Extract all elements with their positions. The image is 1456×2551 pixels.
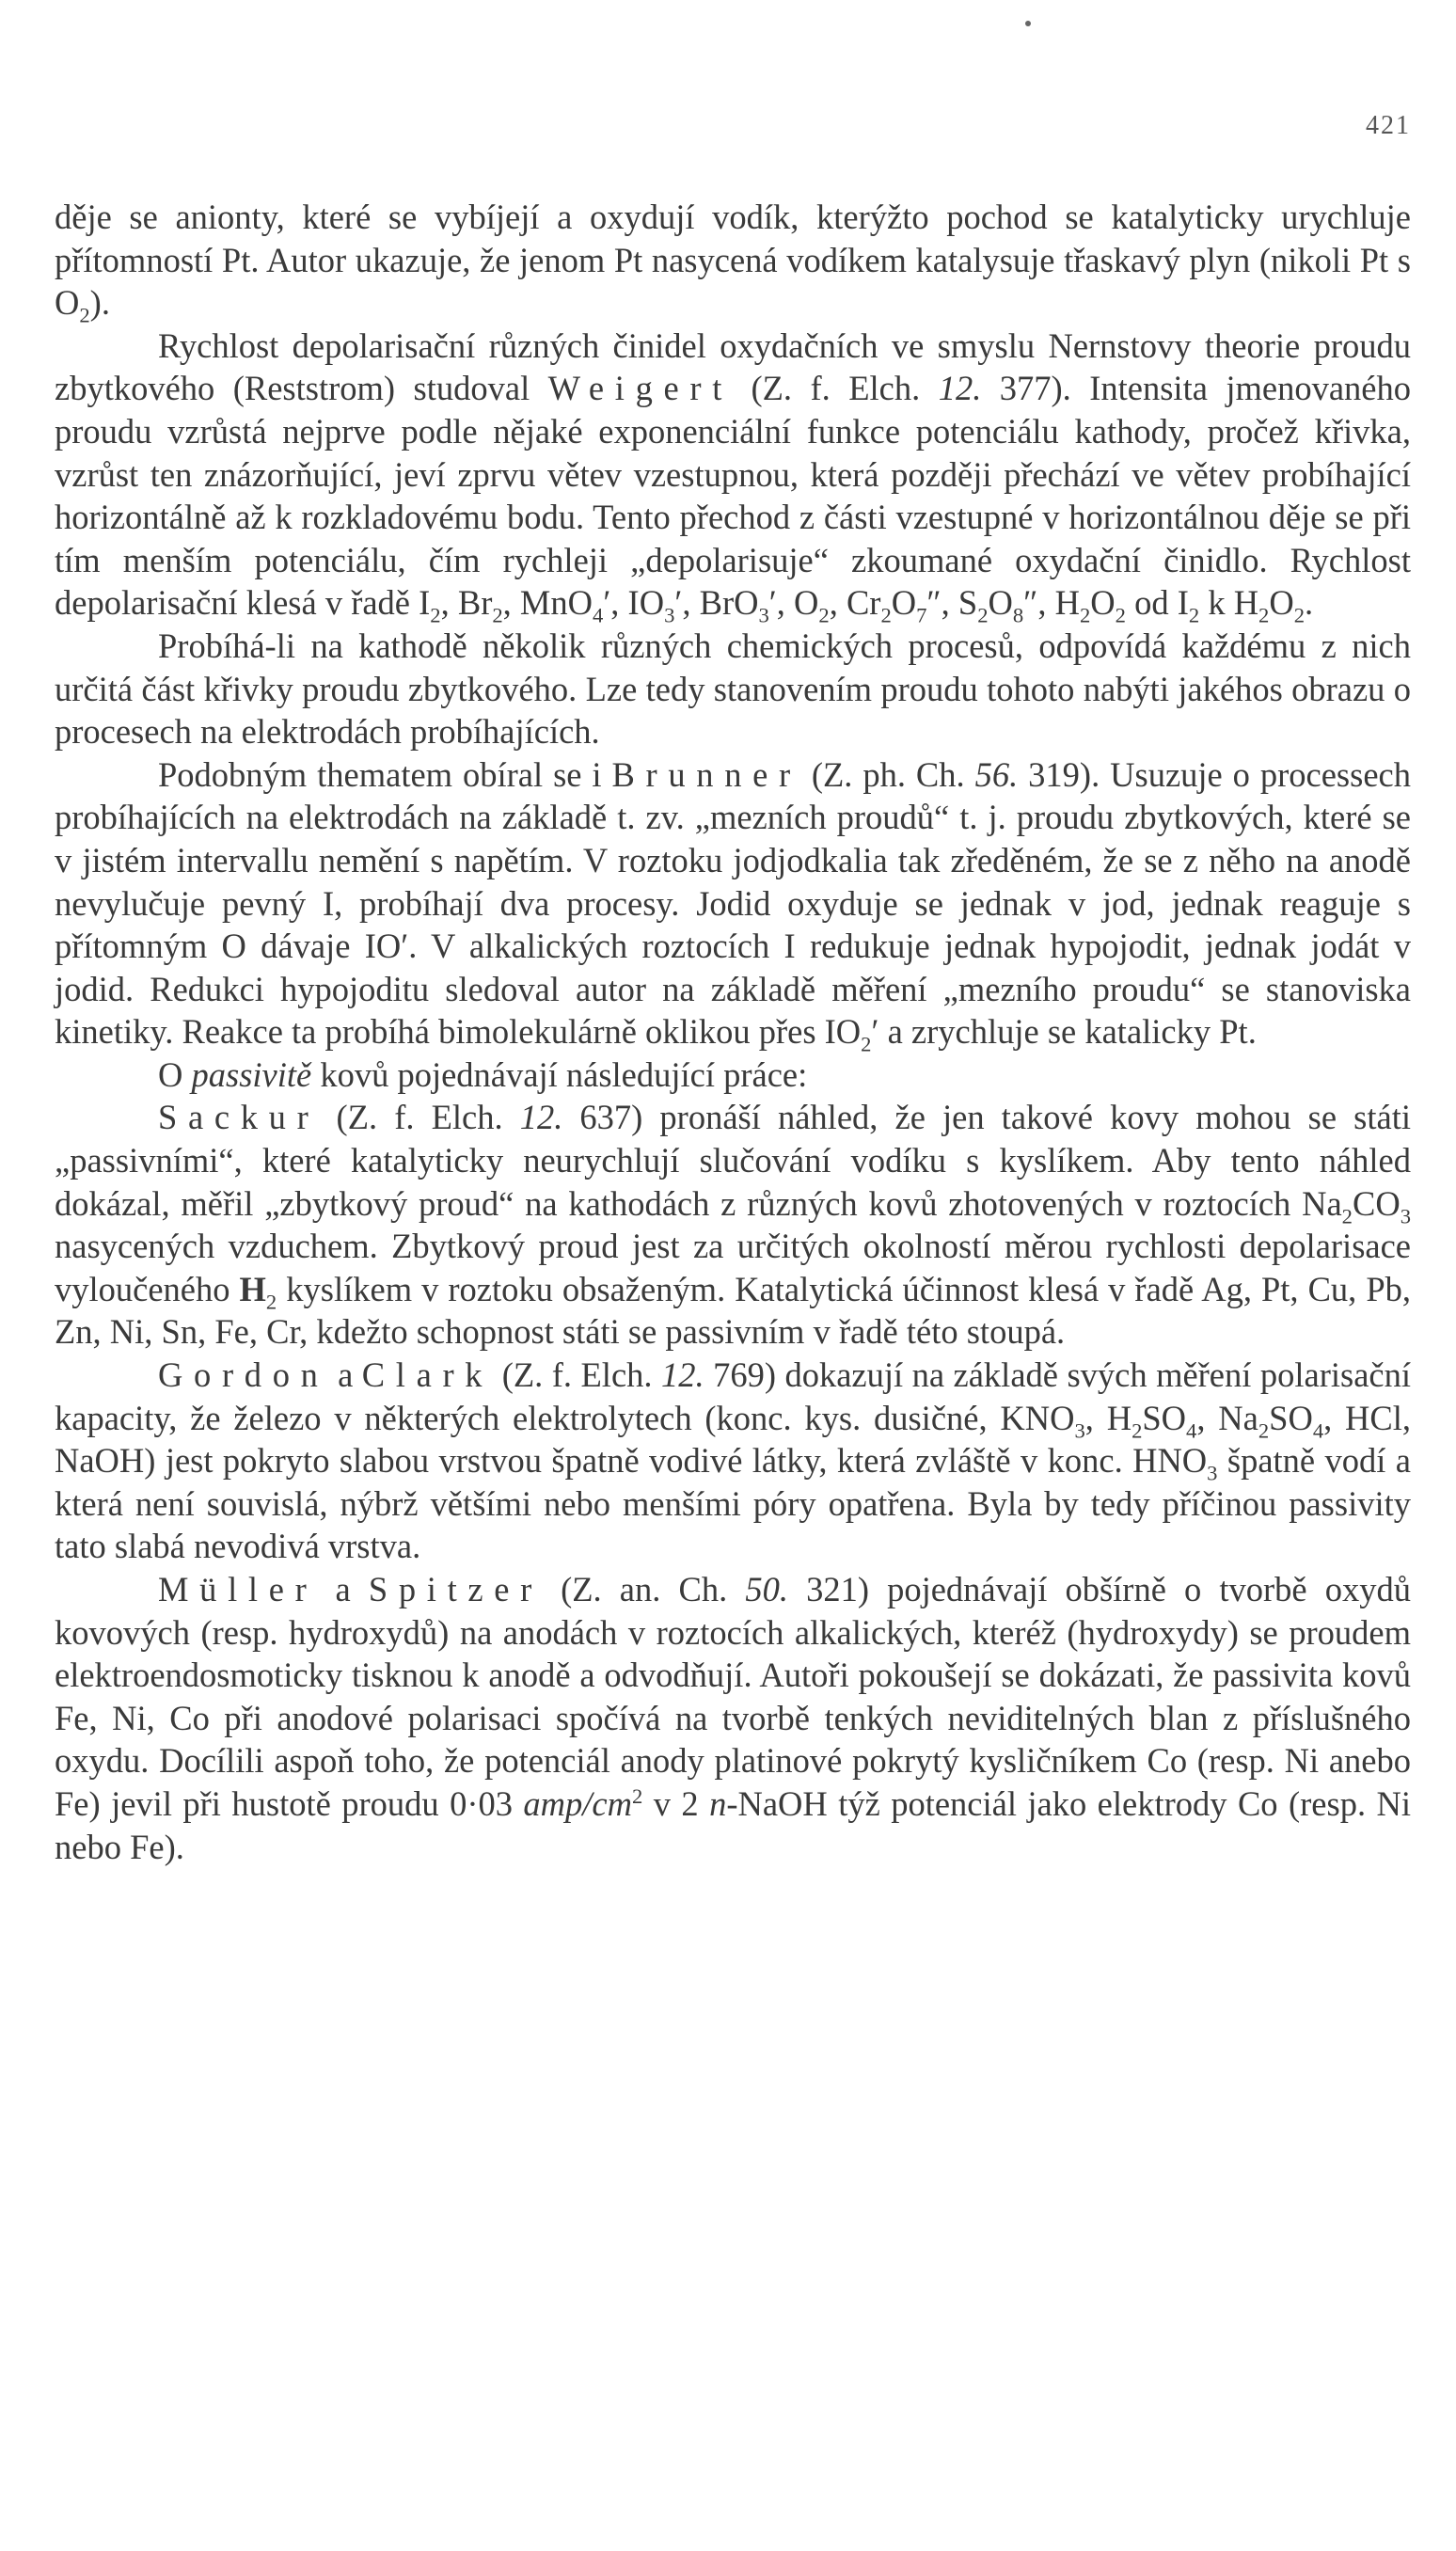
text-run: Probíhá-li na kathodě několik různých chemických procesů, odpovídá každému z nich určitá část křivky proudu zbytkového. Lze tedy stanovením proudu tohoto nabýti jakéhos obrazu o procesech na elektrodách probíhajících. [55,626,1411,752]
text-run: v 2 [642,1783,710,1823]
text-run: ″, S [926,583,978,623]
text-run: 56. [974,754,1019,794]
subscript: 4 [1312,1418,1324,1442]
text-run: 769) dokazují na základě svých měření polarisační kapacity, že železo v některých elektrolytech (konc. kys. dusičné, KNO [55,1355,1412,1437]
subscript: 4 [593,603,604,627]
text-run: CO [1352,1183,1401,1223]
text-run: děje se anionty, které se vybíjejí a oxydují vodík, kterýžto pochod se katalyticky urychluje přítomností Pt. Autor ukazuje, že jenom Pt nasycená vodíkem katalysuje třaskavý plyn (nikoli Pt s O [55,198,1411,323]
paragraph-p1 [55,196,1411,325]
text-run: 12. [938,369,982,408]
text-run: SO [1142,1398,1187,1437]
subscript: 2 [977,603,989,627]
print-speck [1025,21,1031,26]
text-run: , Na [1196,1398,1258,1437]
text-run: . [1305,583,1314,623]
subscript: 2 [265,1290,277,1314]
subscript: 3 [664,603,675,627]
subscript: 3 [1207,1461,1218,1485]
text-run: (Z. f. Elch. [733,369,939,408]
subscript: 8 [1012,603,1024,627]
page-number: 421 [1366,111,1411,140]
text-run: , H [1084,1398,1132,1437]
subscript: 2 [492,603,503,627]
text-run: 12. [519,1098,563,1137]
subscript: 3 [758,603,769,627]
subscript: 2 [1293,603,1306,627]
text-run: k H [1199,583,1259,623]
author-name: Weigert [547,369,734,408]
paragraph-p4 [55,753,1411,1054]
text-run: 637) pronáší náhled, že jen takové kovy mohou se státi „passivními“, které katalyticky neurychlují slučování vodíku s kyslíkem. Aby tento náhled dokázal, měřil „zbytkový proud“ na kathodách z různých kovů zhotovených v roztocích Na [55,1098,1411,1223]
text-run: O [1090,583,1116,623]
text-run: passivitě [191,1054,312,1094]
text-run: SO [1269,1398,1313,1437]
paragraph-p2 [55,325,1411,625]
text-run: , HCl, NaOH) jest pokryto slabou vrstvou špatně vodivé látky, která zvláště v konc. HNO [55,1398,1412,1481]
subscript: 3 [1400,1203,1411,1228]
superscript: 2 [631,1783,643,1808]
subscript: 3 [1074,1418,1085,1442]
paragraph-p5 [55,1054,1411,1097]
paragraph-p6 [55,1096,1411,1354]
text-run: -NaOH týž potenciál jako elektrody Co (resp. Ni nebo Fe). [55,1783,1411,1866]
author-name: Sackur [158,1098,320,1137]
subscript: 2 [1115,603,1126,627]
text-run: 12. [661,1355,704,1395]
text-run: a [328,1355,362,1395]
subscript: 4 [1186,1418,1197,1442]
author-name: Clark [361,1355,494,1395]
subscript: 2 [880,603,892,627]
text-run: 319). Usuzuje o processech probíhajících na elektrodách na základě t. zv. „mezních proudů“ t. j. proudu zbytkových, které se v jistém intervallu nemění s napětím. V roztoku jodjodkalia tak zředěném, že se z něho na anodě nevylučuje pevný I, probíhají dva procesy. Jodid oxyduje se jednak v jod, jednak reaguje s přítomným O dávaje IO′. V alkalických roztocích I redukuje jednak hypojodit, jednak jodát v jodid. Redukci hypojoditu sledoval autor na základě měření „mezního proudu“ se stanoviska kinetiky. Reakce ta probíhá bimolekulárně oklikou přes IO [55,754,1411,1052]
subscript: 2 [818,603,830,627]
subscript: 2 [79,303,90,327]
text-run: O [891,583,917,623]
author-name: Spitzer [368,1570,543,1608]
text-run: 377). Intensita jmenovaného proudu vzrůstá nejprve podle nějaké exponenciální funkce potenciálu kathody, pročež křivka, vzrůst ten znázorňující, jeví zprvu větev vzestupnou, která později přechází ve větev probíhající horizontálně až k rozkladovému bodu. Tento přechod z části vzestupné v horizontálnou děje se při tím menším potenciálu, čím rychleji „depolarisuje“ zkoumané oxydační činidlo. Rychlost depolarisační klesá v řadě I [55,369,1411,623]
text-run: ′, BrO [674,583,759,623]
subscript: 2 [1341,1203,1353,1228]
subscript: 2 [1258,1418,1270,1442]
subscript: 2 [1188,603,1200,627]
text-run: n [709,1783,727,1823]
text-run: 50. [745,1570,788,1608]
paragraph-p3 [55,625,1411,753]
subscript: 2 [1258,603,1270,627]
text-run: (Z. an. Ch. [543,1570,746,1608]
body-text [55,196,1411,1868]
text-run: O [158,1054,192,1094]
paragraph-p7 [55,1354,1411,1568]
subscript: 2 [1132,1418,1143,1442]
text-run: od I [1125,583,1189,623]
subscript: 2 [861,1032,872,1056]
author-name: Müller [158,1570,318,1608]
text-run: kyslíkem v roztoku obsaženým. Katalytická účinnost klesá v řadě Ag, Pt, Cu, Pb, Zn, Ni, Sn, Fe, Cr, kdežto schopnost státi se passivním v řadě této stoupá. [55,1269,1411,1352]
text-run: O [988,583,1013,623]
text-run: kovů pojednávají následující práce: [311,1054,808,1094]
text-run: O [1269,583,1294,623]
text-run: , Cr [829,583,881,623]
text-run: ′, O [768,583,819,623]
text-run: (Z. f. Elch. [493,1355,661,1395]
text-run: , MnO [502,583,593,623]
text-run: ″, H [1023,583,1080,623]
text-run: 321) pojednávají obšírně o tvorbě oxydů kovových (resp. hydroxydů) na anodách v roztocích alkalických, kteréž (hydroxydy) se proudem elektroendosmoticky tisknou k anodě a odvodňují. Autoři pokoušejí se dokázati, že passivita kovů Fe, Ni, Co při anodové polarisaci spočívá na tvorbě tenkých neviditelných blan z příslušného oxydu. Docílili aspoň toho, že potenciál anody platinové pokrytý kysličníkem Co (resp. Ni anebo Fe) jevil při hustotě proudu 0·03 [55,1570,1411,1823]
text-run: amp/cm [523,1783,632,1823]
text-run: špatně vodí a která není souvislá, nýbrž většími nebo menšími póry opatřena. Byla by tedy příčinou passivity tato slabá nevodivá vrstva. [55,1441,1411,1566]
text-run: ). [89,283,110,323]
text-run: Podobným thematem obíral se i [158,754,612,794]
subscript: 7 [916,603,927,627]
text-run: nasycených vzduchem. Zbytkový proud jest za určitých okolností měrou rychlosti depolarisace vyloučeného [55,1227,1411,1308]
text-run: ′ a zrychluje se katalicky Pt. [871,1012,1257,1052]
paragraph-p8 [55,1568,1411,1868]
author-name: Gordon [158,1355,329,1395]
text-run: a [317,1570,369,1608]
text-run: (Z. ph. Ch. [800,754,975,794]
subscript: 2 [1079,603,1091,627]
text-run: ′, IO [603,583,665,623]
text-run: (Z. f. Elch. [319,1098,520,1137]
text-run: H [239,1269,266,1308]
author-name: Brunner [611,754,801,794]
subscript: 2 [430,603,441,627]
text-run: Rychlost depolarisační různých činidel oxydačních ve smyslu Nernstovy theorie proudu zbytkového (Reststrom) studoval [55,325,1411,408]
text-run: , Br [440,583,493,623]
